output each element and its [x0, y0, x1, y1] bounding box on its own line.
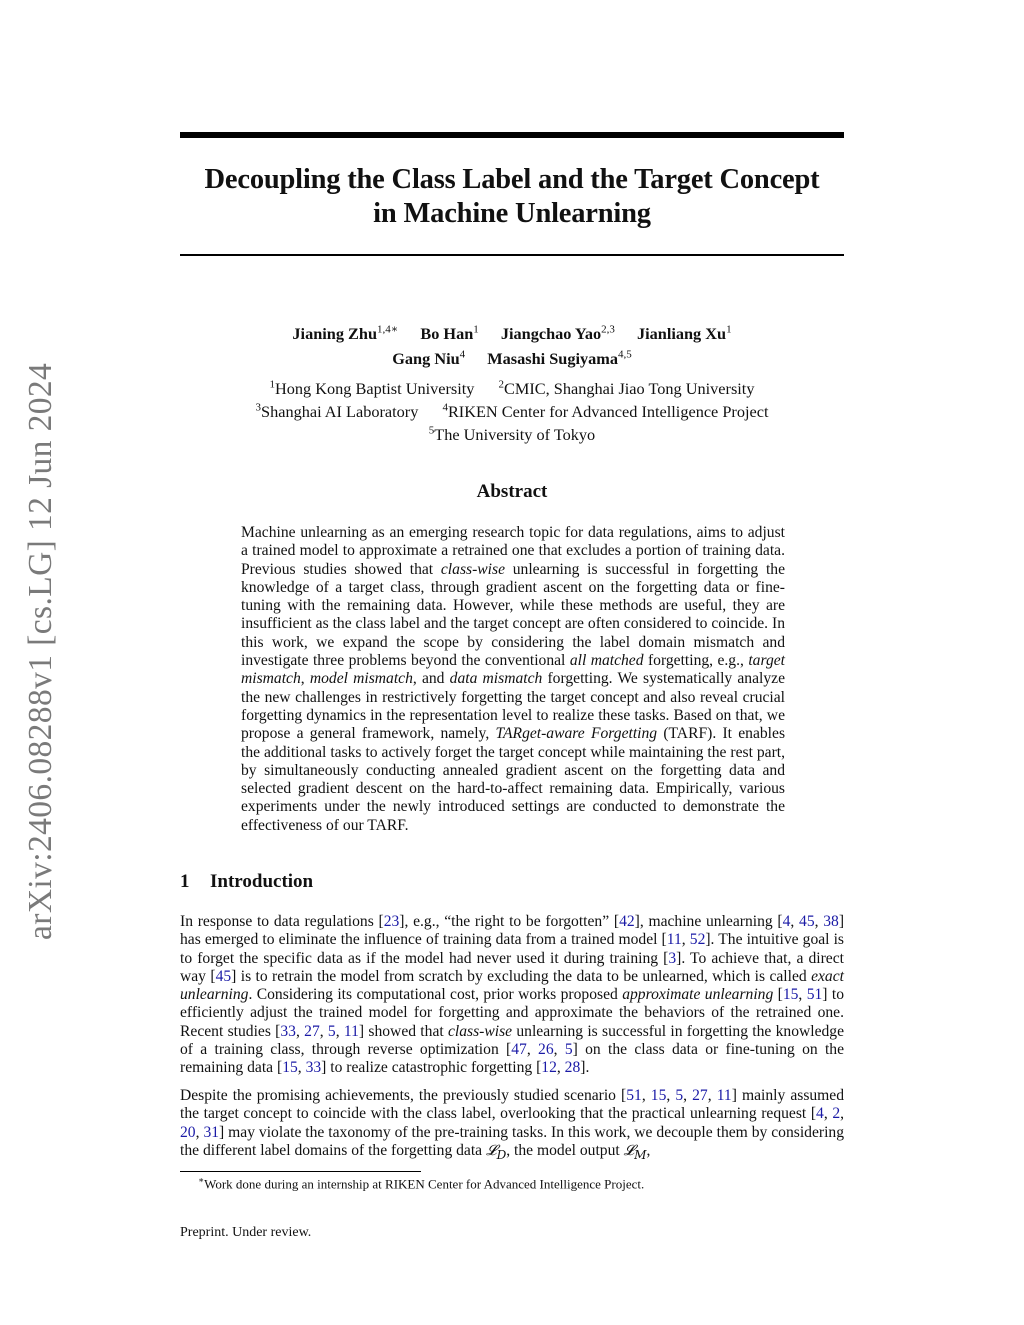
- title-line-2: in Machine Unlearning: [373, 198, 651, 229]
- citation-link[interactable]: 15: [282, 1059, 298, 1077]
- affiliation-list: [180, 376, 844, 444]
- citation-link[interactable]: 5: [327, 1022, 336, 1040]
- citation-link[interactable]: 51: [806, 986, 823, 1004]
- title-line-1: Decoupling the Class Label and the Target Concept: [204, 164, 820, 195]
- citation-link[interactable]: 20: [180, 1123, 196, 1141]
- author: Gang Niu$^4$: [392, 348, 466, 368]
- affiliation-row-2: [180, 399, 844, 422]
- footnote: ∗Work done during an internship at RIKEN Center for Advanced Intelligence Project.: [198, 1175, 645, 1192]
- citation-link[interactable]: 33: [305, 1059, 322, 1077]
- author: Jiangchao Yao$^{2,3}$: [500, 324, 615, 344]
- section-heading-introduction: [180, 871, 313, 893]
- citation-link[interactable]: 38: [823, 913, 839, 930]
- author: Bo Han$^1$: [420, 324, 479, 344]
- citation-link[interactable]: 11: [343, 1022, 359, 1040]
- intro-paragraph-1: In response to data regulations [23], e.g., “the right to be forgotten” [42], machine unlearning [4, 45, 38] has emerged to eliminate the influence of training data from a trained model [11, 52]. The intuitive goal is to forget the specific data as if the model had never used it during training [3]. To achieve that, a direct way [45] is to retrain the model from scratch by excluding the data to be unlearned, which is called exact unlearning. Considering its computational cost, prior works proposed approximate unlearning [15, 51] to efficiently adjust the trained model for forgetting and approximate the behaviors of the retrained one. Recent studies [33, 27, 5, 11] showed that class-wise unlearning is successful in forgetting the knowledge of a training class, through reverse optimization [47, 26, 5] on the class data or fine-tuning on the remaining data [15, 33] to realize catastrophic forgetting [12, 28].: [180, 913, 845, 1077]
- affiliation: $^1$Hong Kong Baptist University: [269, 379, 475, 399]
- citation-link[interactable]: 51: [626, 1087, 642, 1104]
- affiliation-row-3: [180, 421, 844, 444]
- abstract-heading: Abstract: [476, 481, 548, 502]
- citation-link[interactable]: 15: [782, 986, 799, 1004]
- citation-link[interactable]: 5: [675, 1087, 684, 1104]
- citation-link[interactable]: 45: [799, 913, 815, 930]
- citation-link[interactable]: 2: [832, 1105, 841, 1123]
- citation-link[interactable]: 33: [280, 1022, 296, 1040]
- abstract-body: Machine unlearning as an emerging research topic for data regulations, aims to adjust a trained model to approximate a retrained one that excludes a portion of training data. Previous studies showed that class-wise unlearning is successful in forgetting the knowledge of a target class, through gradient ascent on the forgetting data or fine-tuning with the remaining data. However, while these methods are useful, they are insufficient as the class label and the target concept are often considered to coincide. In this work, we expand the scope by considering the label domain mismatch and investigate three problems beyond the conventional all matched forgetting, e.g., target mismatch, model mismatch, and data mismatch forgetting. We systematically analyze the new challenges in restrictively forgetting the target concept and also reveal crucial forgetting dynamics in the representation level to realize these tasks. Based on that, we propose a general framework, namely, TARget-aware Forgetting (TARF). It enables the additional tasks to actively forget the target concept while maintaining the rest part, by simultaneously conducting annealed gradient ascent on the forgetting data and selected gradient descent on the hard-to-affect remaining data. Empirically, various experiments under the newly introduced settings are conducted to demonstrate the effectiveness of our TARF.: [241, 524, 786, 834]
- math-label-domain-d: 𝓛$_D$: [486, 1142, 507, 1162]
- author: Jianing Zhu$^{1,4∗}$: [292, 324, 399, 344]
- citation-link[interactable]: 4: [782, 913, 791, 930]
- citation-link[interactable]: 52: [689, 931, 706, 949]
- intro-paragraph-2: Despite the promising achievements, the previously studied scenario [51, 15, 5, 27, 11] mainly assumed the target concept to coincide with the class label, overlooking that the practical unlearning request [4, 2, 20, 31] may violate the taxonomy of the pre-training tasks. In this work, we decouple them by considering the different label domains of the forgetting data 𝓛$_D$, the model output 𝓛$_M$,: [180, 1087, 845, 1162]
- citation-link[interactable]: 12: [541, 1059, 557, 1077]
- citation-link[interactable]: 11: [716, 1087, 732, 1104]
- citation-link[interactable]: 47: [511, 1041, 527, 1059]
- section-number: 1: [180, 871, 190, 892]
- title-bottom-rule: [180, 254, 844, 256]
- author-row-1: [180, 320, 844, 344]
- affiliation: $^4$RIKEN Center for Advanced Intelligence Project: [442, 401, 769, 422]
- affiliation: $^2$CMIC, Shanghai Jiao Tong University: [498, 379, 755, 399]
- math-label-domain-m: 𝓛$_M$: [623, 1142, 647, 1162]
- citation-link[interactable]: 23: [383, 913, 400, 930]
- preprint-notice: Preprint. Under review.: [180, 1225, 312, 1240]
- paper-title: [180, 163, 844, 231]
- citation-link[interactable]: 28: [564, 1059, 581, 1077]
- affiliation: $^3$Shanghai AI Laboratory: [255, 401, 419, 422]
- citation-link[interactable]: 15: [650, 1087, 667, 1104]
- citation-link[interactable]: 42: [619, 913, 635, 930]
- author: Jianliang Xu$^1$: [636, 324, 732, 344]
- citation-link[interactable]: 11: [666, 931, 682, 949]
- author-list: [180, 320, 844, 369]
- citation-link[interactable]: 31: [203, 1123, 220, 1141]
- citation-link[interactable]: 45: [215, 967, 232, 985]
- affiliation: $^5$The University of Tokyo: [428, 424, 596, 444]
- citation-link[interactable]: 3: [668, 949, 677, 967]
- citation-link[interactable]: 27: [692, 1087, 708, 1104]
- title-top-rule: [180, 132, 844, 138]
- author-row-2: [180, 344, 844, 368]
- affiliation-row-1: [180, 376, 844, 399]
- section-title: Introduction: [210, 871, 314, 892]
- arxiv-identifier-stamp: arXiv:2406.08288v1 [cs.LG] 12 Jun 2024: [22, 362, 59, 940]
- citation-link[interactable]: 5: [564, 1041, 573, 1059]
- citation-link[interactable]: 26: [538, 1041, 554, 1059]
- author: Masashi Sugiyama$^{4,5}$: [487, 348, 632, 368]
- footnote-rule: [180, 1171, 421, 1172]
- citation-link[interactable]: 4: [816, 1105, 824, 1123]
- citation-link[interactable]: 27: [304, 1022, 320, 1040]
